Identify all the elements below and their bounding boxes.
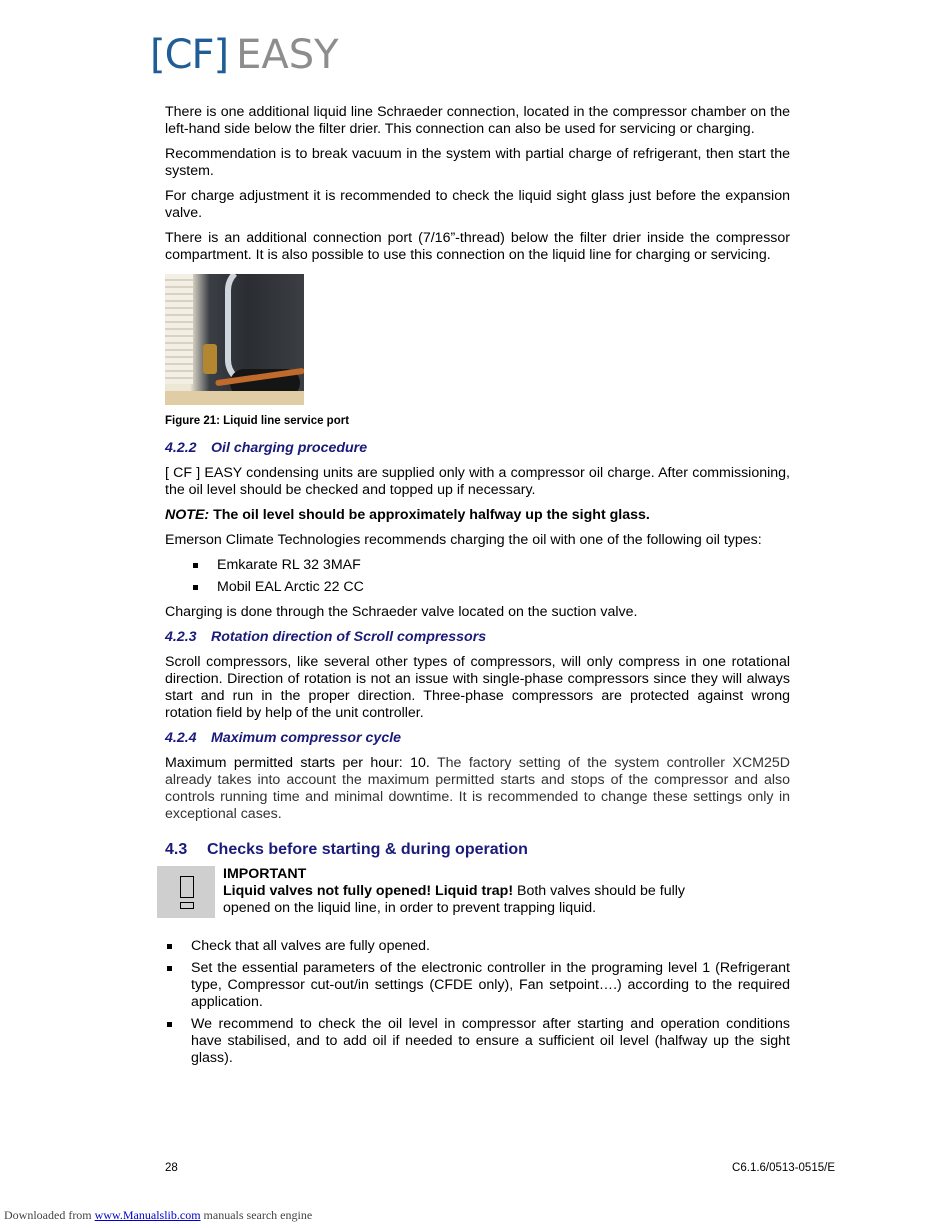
document-code: C6.1.6/0513-0515/E [732, 1162, 835, 1174]
checks-list [165, 938, 790, 1067]
liquid-line-service-port-photo [165, 274, 304, 405]
list-item: We recommend to check the oil level in compressor after starting and operation conditions have stabilised, and to add oil if needed to ensure a sufficient oil level (halfway up the sight glass). [165, 1016, 790, 1067]
paragraph: Emerson Climate Technologies recommends charging the oil with one of the following oil types: [165, 532, 762, 548]
section-heading-4-2-2: 4.2.2 Oil charging procedure [165, 440, 368, 456]
paragraph: Scroll compressors, like several other types of compressors, will only compress in one rotational direction. Direction of rotation is not an issue with single-phase compressors since they will always start and run in the proper direction. Three-phase compressors are protected against wrong rotation field by help of the unit controller. [165, 654, 790, 721]
figure-caption: Figure 21: Liquid line service port [165, 415, 350, 427]
page-content [165, 104, 790, 1072]
list-item: Check that all valves are fully opened. [165, 938, 790, 955]
important-title: IMPORTANT [223, 866, 307, 882]
warning-icon [157, 866, 215, 918]
manualslib-link[interactable]: www.Manualslib.com [94, 1208, 201, 1222]
note: NOTE: The oil level should be approximately halfway up the sight glass. [165, 507, 650, 523]
paragraph: There is one additional liquid line Schraeder connection, located in the compressor chamber on the left-hand side below the filter drier. This connection can also be used for servicing or charging. [165, 104, 790, 137]
list-item: Set the essential parameters of the electronic controller in the programing level 1 (Refrigerant type, Compressor cut-out/in settings (CFDE only), Fan setpoint….) according to the required application. [165, 960, 790, 1011]
oil-type-list [165, 557, 790, 596]
paragraph: Recommendation is to break vacuum in the system with partial charge of refrigerant, then start the system. [165, 146, 790, 179]
paragraph: Charging is done through the Schraeder valve located on the suction valve. [165, 604, 638, 620]
important-notice [157, 866, 790, 926]
paragraph: There is an additional connection port (7/16”-thread) below the filter drier inside the compressor compartment. It is also possible to use this connection on the liquid line for charging or servicing. [165, 230, 790, 263]
paragraph: Maximum permitted starts per hour: 10. The factory setting of the system controller XCM25D already takes into account the maximum permitted starts and stops of the compressor and also controls running time and minimal downtime. It is recommended to change these settings only in exceptional cases. [165, 755, 790, 822]
logo-easy: EASY [236, 32, 339, 78]
list-item: Emkarate RL 32 3MAF [165, 557, 790, 574]
logo-cf: [CF] [150, 32, 229, 78]
important-body: Liquid valves not fully opened! Liquid trap! Both valves should be fully opened on the liquid line, in order to prevent trapping liquid. [223, 883, 685, 916]
section-heading-4-2-3: 4.2.3 Rotation direction of Scroll compressors [165, 629, 487, 645]
list-item: Mobil EAL Arctic 22 CC [165, 579, 790, 596]
brand-logo [150, 32, 339, 80]
page-number: 28 [165, 1162, 178, 1174]
download-banner: Downloaded from www.Manualslib.com manuals search engine [4, 1208, 313, 1222]
section-heading-4-3: 4.3 Checks before starting & during operation [165, 841, 528, 858]
paragraph: [ CF ] EASY condensing units are supplied only with a compressor oil charge. After commissioning, the oil level should be checked and topped up if necessary. [165, 465, 790, 498]
paragraph: For charge adjustment it is recommended to check the liquid sight glass just before the expansion valve. [165, 188, 790, 221]
section-heading-4-2-4: 4.2.4 Maximum compressor cycle [165, 730, 402, 746]
